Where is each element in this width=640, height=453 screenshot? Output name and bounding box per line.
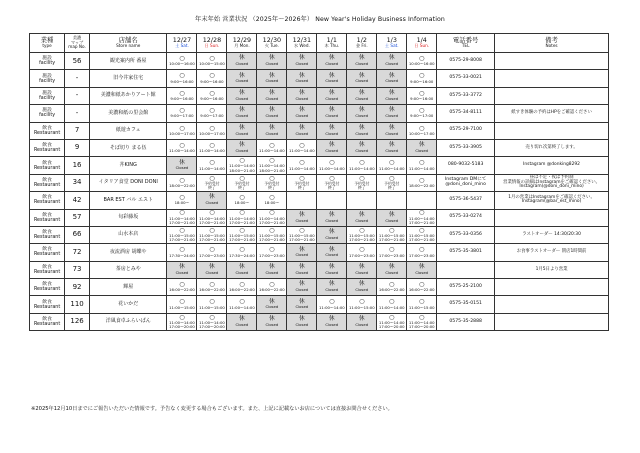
table-row <box>30 244 609 261</box>
header-type: 業種 type <box>30 34 65 53</box>
notes <box>495 87 609 104</box>
header-notes: 備考 Notes <box>495 34 609 53</box>
day-closed: 休 Closed <box>377 70 407 87</box>
day-closed: 休 Closed <box>317 70 347 87</box>
day-closed: 休 Closed <box>227 53 257 70</box>
day-closed: 休 Closed <box>287 261 317 278</box>
map-number: 7 <box>65 122 90 139</box>
day-closed: 休 Closed <box>227 105 257 122</box>
day-open: ○ 11:00～14:00 18:00～21:00 <box>257 157 287 174</box>
day-closed: 休 Closed <box>377 261 407 278</box>
business-type: 飲食 Restaurant <box>30 261 65 278</box>
map-number: - <box>65 105 90 122</box>
store-name: イタリア食堂 DONI DONI <box>89 174 167 191</box>
business-type: 施設 facility <box>30 87 65 104</box>
day-open: ○ 17:00～23:00 <box>377 244 407 261</box>
map-number: 66 <box>65 226 90 243</box>
business-type: 飲食 Restaurant <box>30 157 65 174</box>
day-open: ○ 11:00～15:00 17:00～21:00 <box>227 226 257 243</box>
store-name: 山水本店 <box>89 226 167 243</box>
table-row <box>30 296 609 313</box>
phone-number: 0575-34-8111 <box>437 105 495 122</box>
store-name: 旧今井家住宅 <box>89 70 167 87</box>
day-closed: 休 Closed <box>167 261 197 278</box>
day-closed: 休 Closed <box>347 70 377 87</box>
day-empty <box>347 192 377 209</box>
day-open: ○ 10:00～16:00 <box>407 53 437 70</box>
business-type: 飲食 Restaurant <box>30 192 65 209</box>
day-closed: 休 Closed <box>377 53 407 70</box>
day-open: ○ 11:00～15:00 17:00～21:00 <box>347 226 377 243</box>
day-open: ○ 11:00～14:00 17:00～21:00 <box>227 209 257 226</box>
day-closed: 休 Closed <box>227 87 257 104</box>
table-row <box>30 279 609 296</box>
day-closed: 休 Closed <box>287 53 317 70</box>
table-row <box>30 105 609 122</box>
table-row <box>30 87 609 104</box>
table-header <box>30 34 609 53</box>
day-open: ○ 16:00～22:00 <box>377 279 407 296</box>
day-open: ○ 9:00～16:00 <box>197 87 227 104</box>
phone-number: 0575-33-0274 <box>437 209 495 226</box>
day-empty <box>317 192 347 209</box>
day-closed: 休 Closed <box>257 296 287 313</box>
table-row <box>30 122 609 139</box>
business-type: 飲食 Restaurant <box>30 209 65 226</box>
store-name: 紙遊カフェ <box>89 122 167 139</box>
map-number: 57 <box>65 209 90 226</box>
business-type: 飲食 Restaurant <box>30 296 65 313</box>
day-closed: 休 Closed <box>317 244 347 261</box>
day-closed: 休 Closed <box>197 261 227 278</box>
day-open: ○ 11:00～14:00 <box>197 157 227 174</box>
table-row <box>30 70 609 87</box>
day-open: ○ 10:00～16:00 <box>167 53 197 70</box>
store-name: 丼KING <box>89 157 167 174</box>
day-closed: 休 Closed <box>317 209 347 226</box>
day-open: ○ 9:00～16:00 <box>167 70 197 87</box>
day-open: ○ 17:00～23:00 <box>407 244 437 261</box>
store-name: 夜流酒房 胡蝶や <box>89 244 167 261</box>
day-open: ○ 18:00～ <box>257 192 287 209</box>
day-open: ○ 11:00～15:00 <box>407 296 437 313</box>
day-open: ○ 18:00～22:00 <box>407 174 437 191</box>
day-closed: 休 Closed <box>347 53 377 70</box>
phone-number: 0575-33-0021 <box>437 70 495 87</box>
day-closed: 休 Closed <box>227 261 257 278</box>
phone-number: 080-9032-5183 <box>437 157 495 174</box>
day-open: ○ 9:00～16:00 <box>197 70 227 87</box>
business-type: 施設 facility <box>30 70 65 87</box>
header-map-no: 美濃 マップ map No. <box>65 34 90 53</box>
day-closed: 休 Closed <box>287 296 317 313</box>
day-closed: 休 Closed <box>347 209 377 226</box>
day-open: ○ 17:00～23:00 <box>347 244 377 261</box>
day-closed: 休 Closed <box>317 53 347 70</box>
day-open: ○ 16:00～22:00 <box>407 279 437 296</box>
business-type: 飲食 Restaurant <box>30 174 65 191</box>
day-open: ○ 予約受付 終了 <box>257 174 287 191</box>
day-closed: 休 Closed <box>287 105 317 122</box>
phone-number: 0575-33-3905 <box>437 139 495 156</box>
map-number: 42 <box>65 192 90 209</box>
day-open: ○ 11:00～14:00 <box>377 157 407 174</box>
day-empty <box>287 192 317 209</box>
day-open: ○ 11:00～14:00 17:00～21:00 <box>167 209 197 226</box>
day-closed: 休 Closed <box>317 139 347 156</box>
schedule-table <box>29 33 609 331</box>
day-open: ○ 16:00～22:00 <box>257 279 287 296</box>
business-type: 施設 facility <box>30 53 65 70</box>
phone-number: 0575-35-0151 <box>437 296 495 313</box>
day-open: ○ 11:00～14:00 <box>317 296 347 313</box>
map-number: 56 <box>65 53 90 70</box>
notes: Instagram @donking8292 <box>495 157 609 174</box>
header-date: 12/30 火 Tue. <box>257 34 287 53</box>
day-open: ○ 11:00～15:00 17:00～21:00 <box>197 226 227 243</box>
day-open: ○ 10:00～17:00 <box>407 122 437 139</box>
day-open: ○ 9:00～16:00 <box>407 87 437 104</box>
map-number: 73 <box>65 261 90 278</box>
day-open: ○ 11:00～14:00 <box>197 139 227 156</box>
day-open: ○ 11:00～14:00 17:00～20:00 <box>377 313 407 330</box>
day-closed: 休 Closed <box>257 313 287 330</box>
day-closed: 休 Closed <box>197 192 227 209</box>
header-date: 1/2 金 Fri. <box>347 34 377 53</box>
day-closed: 休 Closed <box>287 122 317 139</box>
day-closed: 休 Closed <box>377 139 407 156</box>
notes: お食事ラストオーダー 閉店1時間前 <box>495 244 609 261</box>
store-name: 旬彩藤坂 <box>89 209 167 226</box>
day-open: ○ 11:00～14:00 <box>167 139 197 156</box>
phone-number: Instagram DMにて @doni_doni_mino <box>437 174 495 191</box>
day-closed: 休 Closed <box>257 53 287 70</box>
phone-number: 0575-36-5437 <box>437 192 495 209</box>
store-name: 花いかだ <box>89 296 167 313</box>
day-closed: 休 Closed <box>287 313 317 330</box>
day-closed: 休 Closed <box>377 87 407 104</box>
table-row <box>30 226 609 243</box>
phone-number: 0575-29-7100 <box>437 122 495 139</box>
table-row <box>30 157 609 174</box>
day-closed: 休 Closed <box>317 279 347 296</box>
day-open: ○ 11:00～15:00 17:00～21:00 <box>167 226 197 243</box>
day-closed: 休 Closed <box>347 87 377 104</box>
day-open: ○ 10:00～15:00 <box>197 53 227 70</box>
day-open: ○ 11:00～15:00 17:00～21:00 <box>377 226 407 243</box>
header-date: 12/29 月 Mon. <box>227 34 257 53</box>
day-closed: 休 Closed <box>377 209 407 226</box>
day-closed: 休 Closed <box>347 139 377 156</box>
day-closed: 休 Closed <box>287 279 317 296</box>
day-closed: 休 Closed <box>317 105 347 122</box>
day-closed: 休 Closed <box>347 261 377 278</box>
page-title: 年末年始 営業状況 （2025年～2026年） New Year's Holiday Business Information <box>195 16 445 23</box>
day-closed: 休 Closed <box>347 122 377 139</box>
phone-number: 0575-29-8008 <box>437 53 495 70</box>
business-type: 飲食 Restaurant <box>30 279 65 296</box>
day-closed: 休 Closed <box>227 70 257 87</box>
day-open: ○ 11:00～14:00 17:00～20:00 <box>197 313 227 330</box>
day-closed: 休 Closed <box>287 70 317 87</box>
day-open: ○ 16:00～22:00 <box>197 279 227 296</box>
day-open: ○ 9:00～17:00 <box>407 105 437 122</box>
notes <box>495 313 609 330</box>
footnote: ※2025年12月10日までにご報告いただいた情報です。予告なく変更する場合もございます。また、上記に記載ないお店については直接お問合せください。 <box>31 406 393 412</box>
day-open: ○ 17:00～23:00 <box>257 244 287 261</box>
table-row <box>30 209 609 226</box>
header-date: 1/4 日 Sun. <box>407 34 437 53</box>
phone-number: 0575-33-0356 <box>437 226 495 243</box>
day-open: ○ 11:00～15:00 <box>197 296 227 313</box>
phone-number: 0575-25-2100 <box>437 279 495 296</box>
day-open: ○ 16:00～22:00 <box>167 279 197 296</box>
day-open: ○ 9:00～17:00 <box>197 105 227 122</box>
notes <box>495 53 609 70</box>
day-empty <box>407 192 437 209</box>
day-open: ○ 11:00～14:00 17:00～21:00 <box>407 209 437 226</box>
header-date: 12/31 水 Wed. <box>287 34 317 53</box>
business-type: 飲食 Restaurant <box>30 244 65 261</box>
store-name: 観光案内所 番屋 <box>89 53 167 70</box>
day-closed: 休 Closed <box>167 157 197 174</box>
day-open: ○ 11:00～14:00 <box>227 296 257 313</box>
day-closed: 休 Closed <box>347 313 377 330</box>
day-open: ○ 18:00～ <box>227 192 257 209</box>
header-tel: 電話番号 TEL <box>437 34 495 53</box>
day-open: ○ 11:00～14:00 18:00～21:00 <box>227 157 257 174</box>
day-open: ○ 予約受付 終了 <box>317 174 347 191</box>
notes: 昼は不定・夜は予約制 営業情報の詳細はInstagramをご確認ください。 Instagram(@doni_doni_mino) <box>495 174 609 191</box>
day-closed: 休 Closed <box>287 87 317 104</box>
day-open: ○ 11:00～14:00 <box>287 157 317 174</box>
table-row <box>30 139 609 156</box>
store-name: 美濃和紙あかりアート館 <box>89 87 167 104</box>
header-date: 12/27 土 Sat. <box>167 34 197 53</box>
day-closed: 休 Closed <box>407 139 437 156</box>
notes <box>495 122 609 139</box>
day-closed: 休 Closed <box>227 313 257 330</box>
map-number: 110 <box>65 296 90 313</box>
day-closed: 休 Closed <box>257 87 287 104</box>
map-number: - <box>65 70 90 87</box>
notes <box>495 296 609 313</box>
day-open: ○ 11:00～14:00 17:00～20:00 <box>167 313 197 330</box>
notes: ラストオーダー 14:30/20:30 <box>495 226 609 243</box>
day-open: ○ 18:00～22:00 <box>167 174 197 191</box>
day-open: ○ 17:00～23:00 <box>197 244 227 261</box>
day-open: ○ 18:00～ <box>167 192 197 209</box>
day-open: ○ 11:00～14:00 17:00～21:00 <box>197 209 227 226</box>
day-empty <box>377 192 407 209</box>
day-open: ○ 予約受付 終了 <box>287 174 317 191</box>
day-open: ○ 17:30～24:00 <box>167 244 197 261</box>
day-open: ○ 11:00～15:00 17:00～21:00 <box>287 226 317 243</box>
day-closed: 休 Closed <box>287 209 317 226</box>
day-open: ○ 11:00～14:00 <box>347 157 377 174</box>
header-date: 1/1 木 Thu. <box>317 34 347 53</box>
table-body <box>30 53 609 331</box>
day-open: ○ 11:00～15:00 <box>167 296 197 313</box>
day-open: ○ 11:00～15:00 <box>347 296 377 313</box>
notes <box>495 209 609 226</box>
day-open: ○ 11:00～14:00 <box>317 157 347 174</box>
header-store-name: 店舗名 Store name <box>89 34 167 53</box>
table-row <box>30 192 609 209</box>
day-closed: 休 Closed <box>257 261 287 278</box>
header-date: 1/3 土 Sat. <box>377 34 407 53</box>
day-open: ○ 11:00～14:00 <box>377 296 407 313</box>
day-closed: 休 Closed <box>317 122 347 139</box>
day-closed: 休 Closed <box>317 313 347 330</box>
store-name: BAR EST バル エスト <box>89 192 167 209</box>
map-number: 16 <box>65 157 90 174</box>
day-closed: 休 Closed <box>257 105 287 122</box>
map-number: 34 <box>65 174 90 191</box>
store-name: 美濃和紙の里会館 <box>89 105 167 122</box>
notes: 1月5日より営業 <box>495 261 609 278</box>
header-date: 12/28 日 Sun. <box>197 34 227 53</box>
map-number: 9 <box>65 139 90 156</box>
day-closed: 休 Closed <box>407 261 437 278</box>
map-number: 72 <box>65 244 90 261</box>
day-open: ○ 9:00～16:00 <box>407 70 437 87</box>
store-name: 茶房とみや <box>89 261 167 278</box>
table-row <box>30 174 609 191</box>
business-type: 飲食 Restaurant <box>30 226 65 243</box>
day-open: ○ 11:00～14:00 17:00～21:00 <box>257 209 287 226</box>
phone-number: 0575-35-3801 <box>437 244 495 261</box>
day-open: ○ 11:00～14:00 <box>257 139 287 156</box>
day-closed: 休 Closed <box>317 226 347 243</box>
day-open: ○ 予約受付 終了 <box>197 174 227 191</box>
day-open: ○ 10:00～17:00 <box>197 122 227 139</box>
day-open: ○ 11:00～14:00 <box>287 139 317 156</box>
day-closed: 休 Closed <box>257 70 287 87</box>
day-open: ○ 予約受付 終了 <box>347 174 377 191</box>
day-closed: 休 Closed <box>377 105 407 122</box>
day-open: ○ 11:00～15:00 17:00～21:00 <box>407 226 437 243</box>
map-number: 126 <box>65 313 90 330</box>
day-closed: 休 Closed <box>227 139 257 156</box>
day-closed: 休 Closed <box>317 261 347 278</box>
map-number: 92 <box>65 279 90 296</box>
store-name: 洋風食卓ふらいぱん <box>89 313 167 330</box>
phone-number: 0575-33-3772 <box>437 87 495 104</box>
store-name: そば切り まる伍 <box>89 139 167 156</box>
table-row <box>30 261 609 278</box>
phone-number <box>437 261 495 278</box>
day-closed: 休 Closed <box>227 122 257 139</box>
day-open: ○ 11:00～14:00 17:00～20:00 <box>407 313 437 330</box>
day-closed: 休 Closed <box>377 122 407 139</box>
notes: 紙すき体験の予約はHPをご確認ください <box>495 105 609 122</box>
phone-number: 0575-35-2888 <box>437 313 495 330</box>
business-type: 施設 facility <box>30 105 65 122</box>
day-open: ○ 11:00～14:00 <box>407 157 437 174</box>
map-number: - <box>65 87 90 104</box>
table-row <box>30 53 609 70</box>
business-type: 飲食 Restaurant <box>30 139 65 156</box>
notes <box>495 70 609 87</box>
store-name: 輝屋 <box>89 279 167 296</box>
notes: 売り切れ次第終了します。 <box>495 139 609 156</box>
day-open: ○ 9:00～16:00 <box>167 87 197 104</box>
day-open: ○ 9:00～17:00 <box>167 105 197 122</box>
day-open: ○ 予約受付 終了 <box>227 174 257 191</box>
notes: 1月の営業はInstagramをご確認ください。 Instagram(@bar_est_mino) <box>495 192 609 209</box>
day-closed: 休 Closed <box>317 87 347 104</box>
day-closed: 休 Closed <box>257 122 287 139</box>
day-open: ○ 16:00～22:00 <box>227 279 257 296</box>
day-open: ○ 予約受付 終了 <box>377 174 407 191</box>
day-closed: 休 Closed <box>347 279 377 296</box>
day-open: ○ 10:00～17:00 <box>167 122 197 139</box>
day-open: ○ 11:00～15:00 17:00～21:00 <box>257 226 287 243</box>
business-type: 飲食 Restaurant <box>30 122 65 139</box>
day-closed: 休 Closed <box>287 244 317 261</box>
business-type: 飲食 Restaurant <box>30 313 65 330</box>
notes <box>495 279 609 296</box>
day-open: ○ 17:30～24:00 <box>227 244 257 261</box>
day-closed: 休 Closed <box>347 105 377 122</box>
table-row <box>30 313 609 330</box>
